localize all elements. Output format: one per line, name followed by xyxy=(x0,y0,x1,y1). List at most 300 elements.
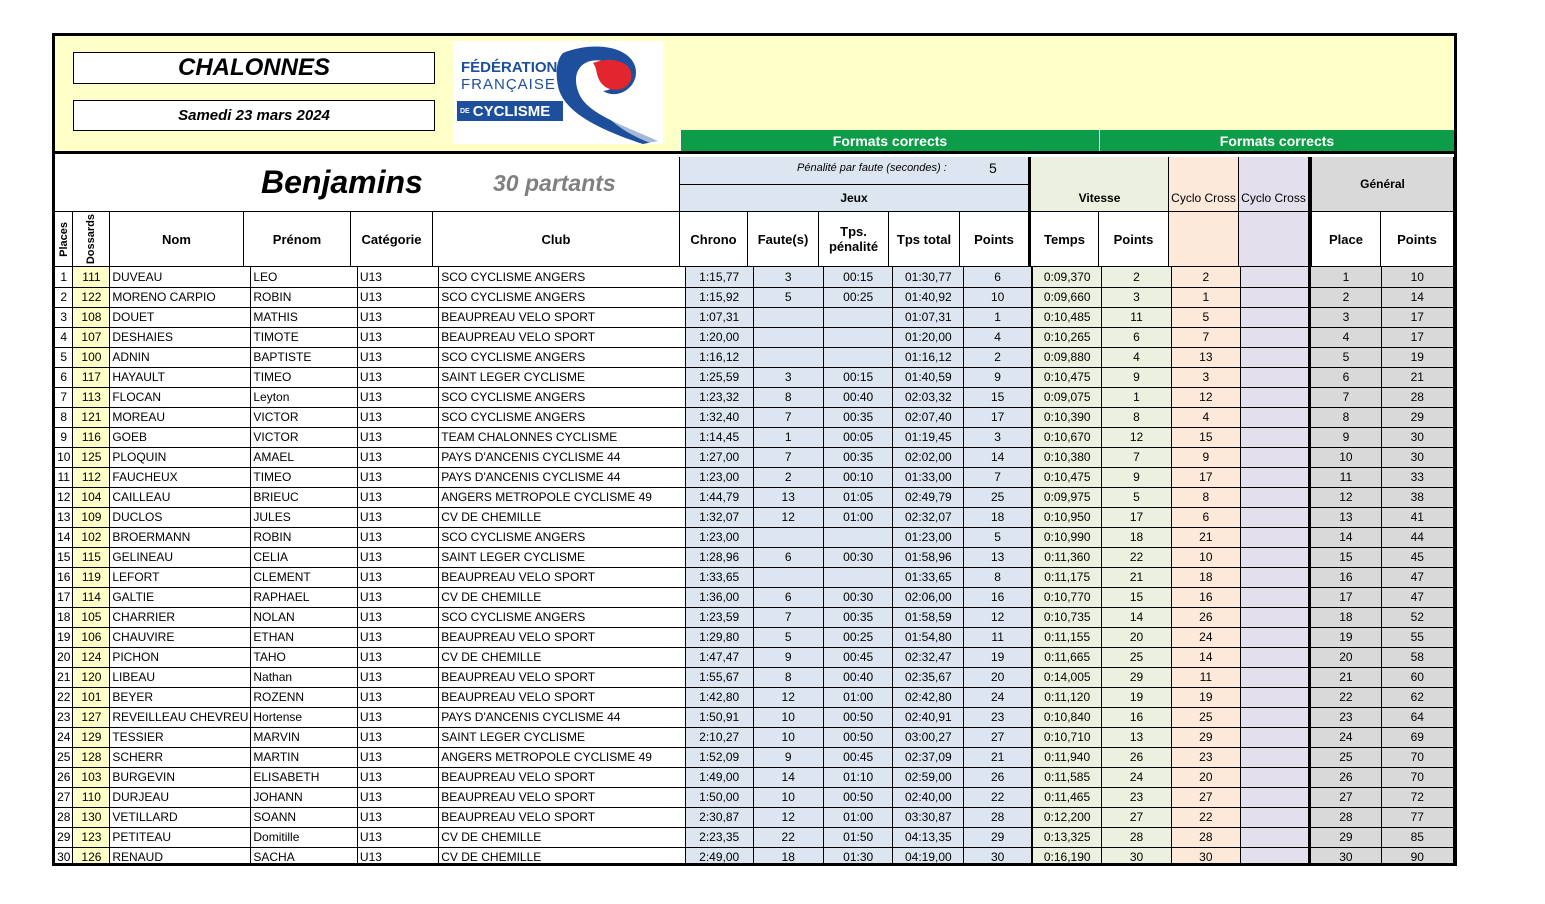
table-row xyxy=(55,567,1454,587)
cell-categorie: U13 xyxy=(357,847,438,866)
cell-place: 12 xyxy=(55,487,73,507)
col-club: Club xyxy=(433,212,680,267)
cell-points-vitesse: 9 xyxy=(1102,367,1171,387)
cell-prenom: SACHA xyxy=(251,847,358,866)
cell-place-general: 9 xyxy=(1310,427,1381,447)
cell-points-jeux: 21 xyxy=(964,747,1032,767)
cell-place-general: 22 xyxy=(1310,687,1381,707)
cell-temps: 0:10,950 xyxy=(1032,507,1102,527)
cell-tps-total: 02:49,79 xyxy=(893,487,964,507)
cell-temps: 0:09,075 xyxy=(1032,387,1102,407)
starters-count: 30 partants xyxy=(493,170,616,196)
table-row xyxy=(55,407,1454,427)
cell-cyclo1: 8 xyxy=(1171,487,1240,507)
cell-nom: MORENO CARPIO xyxy=(110,287,251,307)
cell-points-jeux: 14 xyxy=(964,447,1032,467)
cell-cyclo2 xyxy=(1241,467,1310,487)
cell-bib: 127 xyxy=(73,707,110,727)
cell-cyclo1: 5 xyxy=(1171,307,1240,327)
cell-points-general: 33 xyxy=(1381,467,1453,487)
table-row xyxy=(55,647,1454,667)
cell-club: CV DE CHEMILLE xyxy=(439,827,686,847)
cell-fautes: 5 xyxy=(753,627,823,647)
cell-points-vitesse: 9 xyxy=(1102,467,1171,487)
table-row xyxy=(55,487,1454,507)
col-prenom: Prénom xyxy=(244,212,351,267)
cell-cyclo1: 1 xyxy=(1171,287,1240,307)
cell-prenom: RAPHAEL xyxy=(251,587,358,607)
cell-points-general: 10 xyxy=(1381,267,1453,287)
cell-points-general: 85 xyxy=(1381,827,1453,847)
col-fautes: Faute(s) xyxy=(748,212,819,267)
cell-club: BEAUPREAU VELO SPORT xyxy=(439,327,686,347)
cell-cyclo2 xyxy=(1241,667,1310,687)
cell-club: SCO CYCLISME ANGERS xyxy=(439,267,686,287)
cell-points-general: 38 xyxy=(1381,487,1453,507)
cell-prenom: NOLAN xyxy=(251,607,358,627)
cell-club: SCO CYCLISME ANGERS xyxy=(439,387,686,407)
cell-place: 7 xyxy=(55,387,73,407)
cell-club: CV DE CHEMILLE xyxy=(439,847,686,866)
cell-points-general: 58 xyxy=(1381,647,1453,667)
cell-cyclo1: 12 xyxy=(1171,387,1240,407)
cell-cyclo2 xyxy=(1241,847,1310,866)
cell-chrono: 1:15,77 xyxy=(685,267,753,287)
cell-points-vitesse: 11 xyxy=(1102,307,1171,327)
cell-cyclo1: 29 xyxy=(1171,727,1240,747)
cell-cyclo2 xyxy=(1241,567,1310,587)
cell-cyclo1: 30 xyxy=(1171,847,1240,866)
cell-club: SCO CYCLISME ANGERS xyxy=(439,407,686,427)
cell-nom: PETITEAU xyxy=(110,827,251,847)
cell-prenom: MARTIN xyxy=(251,747,358,767)
cell-categorie: U13 xyxy=(357,747,438,767)
cell-place-general: 15 xyxy=(1310,547,1381,567)
cell-temps: 0:10,390 xyxy=(1032,407,1102,427)
cell-cyclo2 xyxy=(1241,527,1310,547)
cell-prenom: Hortense xyxy=(251,707,358,727)
cell-fautes xyxy=(753,527,823,547)
cell-place: 4 xyxy=(55,327,73,347)
cell-prenom: Leyton xyxy=(251,387,358,407)
cell-points-jeux: 10 xyxy=(964,287,1032,307)
cell-chrono: 2:10,27 xyxy=(685,727,753,747)
cell-cyclo2 xyxy=(1241,627,1310,647)
cell-tps-total: 01:23,00 xyxy=(893,527,964,547)
col-cyclo1 xyxy=(1169,212,1239,267)
cell-bib: 126 xyxy=(73,847,110,866)
cell-nom: BEYER xyxy=(110,687,251,707)
col-chrono: Chrono xyxy=(680,212,748,267)
cell-points-general: 44 xyxy=(1381,527,1453,547)
cell-cyclo1: 25 xyxy=(1171,707,1240,727)
cell-cyclo2 xyxy=(1241,587,1310,607)
col-categorie: Catégorie xyxy=(351,212,433,267)
cell-temps: 0:10,735 xyxy=(1032,607,1102,627)
cell-temps: 0:11,585 xyxy=(1032,767,1102,787)
cell-nom: LIBEAU xyxy=(110,667,251,687)
cell-points-general: 19 xyxy=(1381,347,1453,367)
cell-bib: 103 xyxy=(73,767,110,787)
cell-place: 28 xyxy=(55,807,73,827)
cell-cyclo2 xyxy=(1241,487,1310,507)
cell-place: 24 xyxy=(55,727,73,747)
cell-categorie: U13 xyxy=(357,327,438,347)
cell-cyclo1: 23 xyxy=(1171,747,1240,767)
cell-chrono: 1:14,45 xyxy=(685,427,753,447)
cell-tps-total: 03:00,27 xyxy=(893,727,964,747)
cell-points-vitesse: 4 xyxy=(1102,347,1171,367)
cell-points-vitesse: 24 xyxy=(1102,767,1171,787)
cell-place-general: 8 xyxy=(1310,407,1381,427)
cell-points-general: 52 xyxy=(1381,607,1453,627)
cell-place: 15 xyxy=(55,547,73,567)
cell-temps: 0:10,670 xyxy=(1032,427,1102,447)
cell-tps-penalite: 01:50 xyxy=(823,827,893,847)
cell-bib: 104 xyxy=(73,487,110,507)
cell-cyclo2 xyxy=(1241,427,1310,447)
cell-chrono: 1:23,32 xyxy=(685,387,753,407)
cell-categorie: U13 xyxy=(357,767,438,787)
cell-categorie: U13 xyxy=(357,607,438,627)
cell-points-vitesse: 13 xyxy=(1102,727,1171,747)
col-places-label: Places xyxy=(57,221,70,257)
cell-fautes: 14 xyxy=(753,767,823,787)
cell-categorie: U13 xyxy=(357,287,438,307)
cell-cyclo1: 16 xyxy=(1171,587,1240,607)
cell-bib: 117 xyxy=(73,367,110,387)
cell-points-vitesse: 27 xyxy=(1102,807,1171,827)
cell-points-general: 64 xyxy=(1381,707,1453,727)
cell-points-jeux: 6 xyxy=(964,267,1032,287)
cell-fautes: 6 xyxy=(753,547,823,567)
cell-tps-penalite: 01:10 xyxy=(823,767,893,787)
cell-points-jeux: 4 xyxy=(964,327,1032,347)
cell-points-jeux: 28 xyxy=(964,807,1032,827)
cell-place: 23 xyxy=(55,707,73,727)
cell-place: 29 xyxy=(55,827,73,847)
cell-nom: CAILLEAU xyxy=(110,487,251,507)
cell-fautes xyxy=(753,567,823,587)
group-vitesse: Vitesse xyxy=(1029,185,1169,212)
cell-nom: PLOQUIN xyxy=(110,447,251,467)
cell-cyclo1: 14 xyxy=(1171,647,1240,667)
cell-points-general: 17 xyxy=(1381,327,1453,347)
cell-place-general: 17 xyxy=(1310,587,1381,607)
table-row xyxy=(55,447,1454,467)
cell-tps-total: 02:07,40 xyxy=(893,407,964,427)
cell-points-general: 72 xyxy=(1381,787,1453,807)
cell-categorie: U13 xyxy=(357,687,438,707)
cell-points-jeux: 12 xyxy=(964,607,1032,627)
table-row xyxy=(55,687,1454,707)
cell-cyclo2 xyxy=(1241,387,1310,407)
cell-points-vitesse: 5 xyxy=(1102,487,1171,507)
cell-points-general: 45 xyxy=(1381,547,1453,567)
cell-bib: 128 xyxy=(73,747,110,767)
table-row xyxy=(55,787,1454,807)
cell-place: 18 xyxy=(55,607,73,627)
cell-cyclo2 xyxy=(1241,647,1310,667)
cell-tps-total: 01:07,31 xyxy=(893,307,964,327)
cell-categorie: U13 xyxy=(357,707,438,727)
results-body xyxy=(55,267,1454,866)
cell-prenom: LEO xyxy=(251,267,358,287)
table-row xyxy=(55,807,1454,827)
cell-club: SCO CYCLISME ANGERS xyxy=(439,607,686,627)
cell-bib: 121 xyxy=(73,407,110,427)
cell-categorie: U13 xyxy=(357,447,438,467)
cell-tps-total: 01:58,96 xyxy=(893,547,964,567)
cell-bib: 107 xyxy=(73,327,110,347)
cell-chrono: 1:44,79 xyxy=(685,487,753,507)
cell-place-general: 5 xyxy=(1310,347,1381,367)
group-cyclo2: Cyclo Cross xyxy=(1239,185,1309,212)
cell-fautes: 10 xyxy=(753,787,823,807)
results-sheet xyxy=(52,33,1457,866)
cell-bib: 130 xyxy=(73,807,110,827)
cell-chrono: 2:23,35 xyxy=(685,827,753,847)
cell-nom: RENAUD xyxy=(110,847,251,866)
cell-points-vitesse: 28 xyxy=(1102,827,1171,847)
cell-tps-total: 02:03,32 xyxy=(893,387,964,407)
cell-points-general: 55 xyxy=(1381,627,1453,647)
cell-place: 8 xyxy=(55,407,73,427)
event-date: Samedi 23 mars 2024 xyxy=(73,100,435,131)
cell-place-general: 24 xyxy=(1310,727,1381,747)
cell-points-vitesse: 22 xyxy=(1102,547,1171,567)
cell-tps-penalite: 00:30 xyxy=(823,587,893,607)
cell-prenom: JOHANN xyxy=(251,787,358,807)
cell-fautes: 22 xyxy=(753,827,823,847)
col-points-jeux: Points xyxy=(960,212,1029,267)
cell-place: 10 xyxy=(55,447,73,467)
cell-temps: 0:09,880 xyxy=(1032,347,1102,367)
cell-cyclo2 xyxy=(1241,347,1310,367)
cell-tps-penalite xyxy=(823,327,893,347)
cell-temps: 0:10,475 xyxy=(1032,467,1102,487)
cell-points-vitesse: 8 xyxy=(1102,407,1171,427)
cell-prenom: CELIA xyxy=(251,547,358,567)
cell-fautes: 3 xyxy=(753,367,823,387)
cell-chrono: 1:07,31 xyxy=(685,307,753,327)
cell-bib: 125 xyxy=(73,447,110,467)
cell-cyclo2 xyxy=(1241,447,1310,467)
cell-points-general: 21 xyxy=(1381,367,1453,387)
cell-chrono: 1:49,00 xyxy=(685,767,753,787)
cell-fautes: 8 xyxy=(753,667,823,687)
cell-prenom: Domitille xyxy=(251,827,358,847)
logo-line3-bar xyxy=(457,101,563,121)
cell-categorie: U13 xyxy=(357,567,438,587)
col-points-general: Points xyxy=(1381,212,1454,267)
cell-points-general: 47 xyxy=(1381,567,1453,587)
cell-chrono: 1:28,96 xyxy=(685,547,753,567)
cell-points-general: 70 xyxy=(1381,747,1453,767)
cell-place-general: 25 xyxy=(1310,747,1381,767)
cell-points-jeux: 20 xyxy=(964,667,1032,687)
cell-prenom: ETHAN xyxy=(251,627,358,647)
cell-cyclo1: 4 xyxy=(1171,407,1240,427)
cell-points-jeux: 9 xyxy=(964,367,1032,387)
cell-tps-total: 04:19,00 xyxy=(893,847,964,866)
cell-place-general: 3 xyxy=(1310,307,1381,327)
cell-tps-penalite: 00:05 xyxy=(823,427,893,447)
cell-points-jeux: 30 xyxy=(964,847,1032,866)
cell-place-general: 21 xyxy=(1310,667,1381,687)
cell-club: CV DE CHEMILLE xyxy=(439,507,686,527)
cell-club: BEAUPREAU VELO SPORT xyxy=(439,687,686,707)
cell-points-jeux: 24 xyxy=(964,687,1032,707)
cell-chrono: 1:47,47 xyxy=(685,647,753,667)
logo-line2: FRANÇAISE xyxy=(461,76,556,93)
cell-cyclo1: 17 xyxy=(1171,467,1240,487)
cell-bib: 108 xyxy=(73,307,110,327)
cell-fautes: 18 xyxy=(753,847,823,866)
cell-fautes: 5 xyxy=(753,287,823,307)
cell-points-vitesse: 16 xyxy=(1102,707,1171,727)
cell-bib: 129 xyxy=(73,727,110,747)
cell-tps-total: 01:19,45 xyxy=(893,427,964,447)
cell-tps-penalite xyxy=(823,347,893,367)
cell-points-jeux: 1 xyxy=(964,307,1032,327)
cell-points-jeux: 18 xyxy=(964,507,1032,527)
cell-nom: DUVEAU xyxy=(110,267,251,287)
cell-cyclo1: 26 xyxy=(1171,607,1240,627)
col-cyclo2 xyxy=(1239,212,1309,267)
cell-place: 5 xyxy=(55,347,73,367)
cell-tps-penalite: 00:30 xyxy=(823,547,893,567)
cell-tps-total: 02:37,09 xyxy=(893,747,964,767)
cell-place: 17 xyxy=(55,587,73,607)
cell-club: SCO CYCLISME ANGERS xyxy=(439,347,686,367)
cell-points-jeux: 3 xyxy=(964,427,1032,447)
cell-chrono: 1:23,00 xyxy=(685,467,753,487)
table-row xyxy=(55,587,1454,607)
cell-place-general: 18 xyxy=(1310,607,1381,627)
cell-cyclo2 xyxy=(1241,767,1310,787)
cell-tps-penalite xyxy=(823,527,893,547)
cell-tps-penalite: 01:00 xyxy=(823,807,893,827)
cell-place-general: 27 xyxy=(1310,787,1381,807)
penalty-value: 5 xyxy=(989,160,997,176)
cell-fautes: 7 xyxy=(753,407,823,427)
cell-points-jeux: 7 xyxy=(964,467,1032,487)
cell-place: 19 xyxy=(55,627,73,647)
cell-categorie: U13 xyxy=(357,267,438,287)
cell-points-general: 62 xyxy=(1381,687,1453,707)
cell-chrono: 1:23,59 xyxy=(685,607,753,627)
cell-cyclo1: 27 xyxy=(1171,787,1240,807)
penalty-label: Pénalité par faute (secondes) : xyxy=(797,162,947,174)
cell-cyclo1: 21 xyxy=(1171,527,1240,547)
cell-cyclo2 xyxy=(1241,687,1310,707)
cell-prenom: TIMEO xyxy=(251,367,358,387)
cyclo2-blank xyxy=(1239,157,1309,185)
cell-cyclo2 xyxy=(1241,367,1310,387)
cell-points-jeux: 17 xyxy=(964,407,1032,427)
cell-place-general: 4 xyxy=(1310,327,1381,347)
cell-place-general: 13 xyxy=(1310,507,1381,527)
cell-fautes xyxy=(753,347,823,367)
cell-cyclo1: 3 xyxy=(1171,367,1240,387)
cell-fautes: 2 xyxy=(753,467,823,487)
cell-points-vitesse: 30 xyxy=(1102,847,1171,866)
cell-club: PAYS D'ANCENIS CYCLISME 44 xyxy=(439,707,686,727)
cell-chrono: 1:20,00 xyxy=(685,327,753,347)
cell-cyclo1: 15 xyxy=(1171,427,1240,447)
results-table xyxy=(55,267,1454,866)
cell-bib: 113 xyxy=(73,387,110,407)
table-row xyxy=(55,267,1454,287)
cell-bib: 109 xyxy=(73,507,110,527)
cell-cyclo1: 2 xyxy=(1171,267,1240,287)
event-location: CHALONNES xyxy=(73,52,435,84)
cell-points-jeux: 19 xyxy=(964,647,1032,667)
cell-place-general: 20 xyxy=(1310,647,1381,667)
cell-place: 27 xyxy=(55,787,73,807)
cell-club: ANGERS METROPOLE CYCLISME 49 xyxy=(439,487,686,507)
cell-cyclo2 xyxy=(1241,547,1310,567)
cell-categorie: U13 xyxy=(357,727,438,747)
cell-club: BEAUPREAU VELO SPORT xyxy=(439,767,686,787)
col-temps: Temps xyxy=(1029,212,1099,267)
logo-line3: CYCLISME xyxy=(472,102,551,120)
cell-place: 26 xyxy=(55,767,73,787)
cell-club: SCO CYCLISME ANGERS xyxy=(439,527,686,547)
cell-place-general: 23 xyxy=(1310,707,1381,727)
cell-nom: GELINEAU xyxy=(110,547,251,567)
cell-tps-penalite: 01:30 xyxy=(823,847,893,866)
cell-fautes: 12 xyxy=(753,807,823,827)
cell-points-jeux: 25 xyxy=(964,487,1032,507)
cell-bib: 105 xyxy=(73,607,110,627)
cell-temps: 0:11,360 xyxy=(1032,547,1102,567)
cell-cyclo1: 20 xyxy=(1171,767,1240,787)
cell-chrono: 1:32,07 xyxy=(685,507,753,527)
cell-prenom: VICTOR xyxy=(251,427,358,447)
cell-cyclo2 xyxy=(1241,307,1310,327)
cell-points-general: 69 xyxy=(1381,727,1453,747)
cell-nom: REVEILLEAU CHEVREU xyxy=(110,707,251,727)
table-row xyxy=(55,707,1454,727)
cell-bib: 123 xyxy=(73,827,110,847)
table-row xyxy=(55,427,1454,447)
cell-cyclo2 xyxy=(1241,727,1310,747)
cell-chrono: 1:16,12 xyxy=(685,347,753,367)
cell-place-general: 26 xyxy=(1310,767,1381,787)
cell-place: 1 xyxy=(55,267,73,287)
cell-points-vitesse: 3 xyxy=(1102,287,1171,307)
cell-cyclo2 xyxy=(1241,827,1310,847)
cell-place-general: 30 xyxy=(1310,847,1381,866)
cell-chrono: 1:27,00 xyxy=(685,447,753,467)
cell-categorie: U13 xyxy=(357,527,438,547)
col-place-general: Place xyxy=(1309,212,1381,267)
cell-cyclo1: 11 xyxy=(1171,667,1240,687)
cell-points-general: 70 xyxy=(1381,767,1453,787)
cell-categorie: U13 xyxy=(357,367,438,387)
cell-nom: SCHERR xyxy=(110,747,251,767)
cell-nom: BROERMANN xyxy=(110,527,251,547)
cell-points-jeux: 2 xyxy=(964,347,1032,367)
cell-nom: FAUCHEUX xyxy=(110,467,251,487)
cell-tps-penalite: 01:05 xyxy=(823,487,893,507)
cell-points-general: 41 xyxy=(1381,507,1453,527)
cell-tps-penalite: 00:50 xyxy=(823,787,893,807)
cell-prenom: TIMEO xyxy=(251,467,358,487)
cell-points-general: 77 xyxy=(1381,807,1453,827)
